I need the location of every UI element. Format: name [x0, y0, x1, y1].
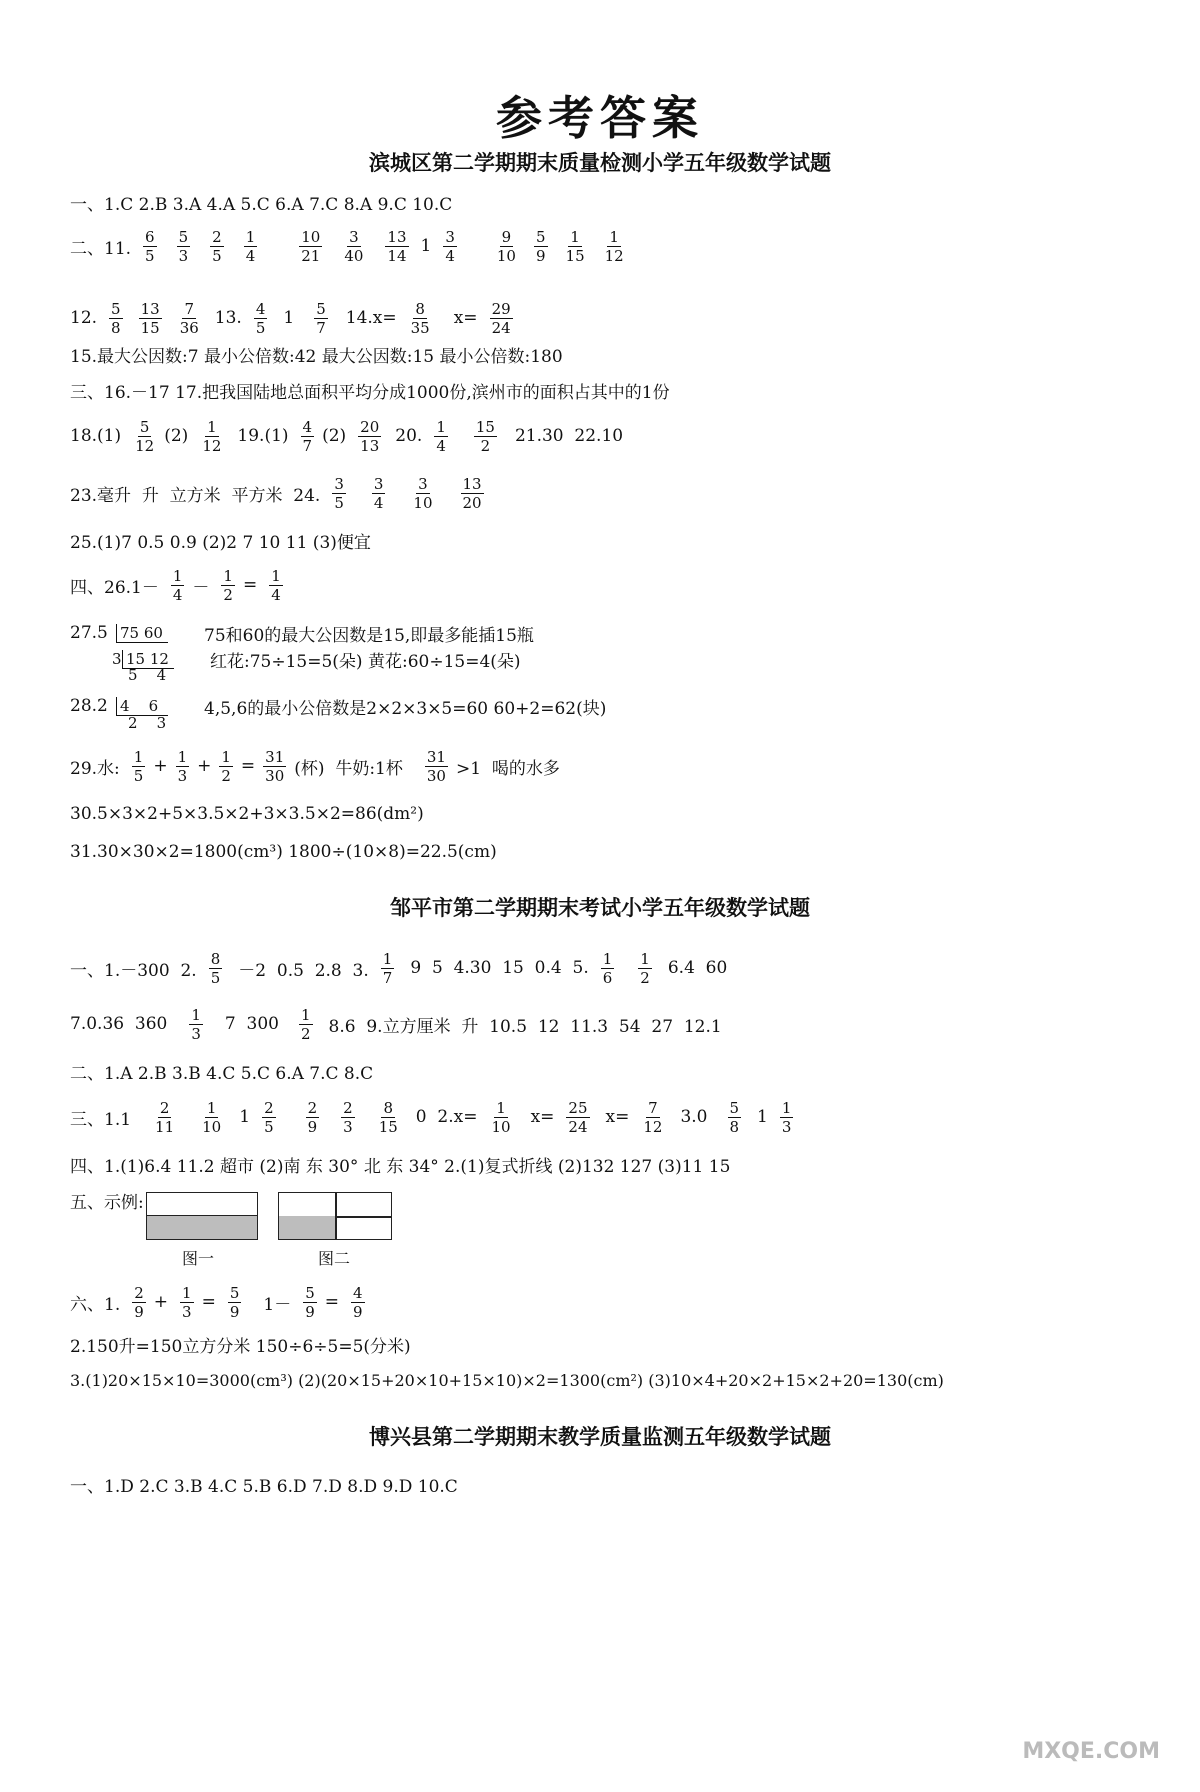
answer-line — [70, 406, 1150, 466]
denominator: 5 — [212, 246, 222, 265]
operator: + — [153, 756, 168, 776]
fraction — [180, 1284, 194, 1321]
fraction — [143, 228, 157, 265]
denominator: 12 — [643, 1117, 663, 1136]
denominator: 10 — [202, 1117, 222, 1136]
numerator: 2 — [159, 1098, 170, 1117]
answer-text: 2.150升=150立方分米 150÷6÷5=5(分米) — [70, 1336, 411, 1357]
fraction — [385, 228, 408, 265]
answer-text: 一、1.C 2.B 3.A 4.A 5.C 6.A 7.C 8.A 9.C 10.C — [70, 194, 453, 215]
fraction — [153, 1099, 176, 1136]
denominator: 12 — [202, 436, 222, 455]
denominator: 40 — [344, 246, 364, 265]
fraction — [638, 950, 652, 987]
denominator: 24 — [568, 1117, 588, 1136]
answer-text: 28.2 — [70, 696, 108, 716]
answer-text: 30.5×3×2+5×3.5×2+3×3.5×2=86(dm²) — [70, 804, 424, 824]
answer-text: 五、示例: — [70, 1192, 144, 1213]
numerator: 1 — [172, 566, 183, 585]
answer-text: 三、1.1 — [70, 1109, 132, 1130]
answer-text: 14.x= — [345, 308, 397, 328]
numerator: 1 — [781, 1098, 792, 1117]
answer-line — [70, 1055, 1150, 1087]
answer-line — [70, 1468, 1150, 1500]
denominator: 2 — [300, 1024, 311, 1043]
fraction — [132, 748, 146, 785]
answer-line — [70, 1364, 1150, 1396]
numerator: 20 — [360, 417, 380, 436]
fraction — [299, 1006, 313, 1043]
fraction — [601, 950, 615, 987]
numerator: 5 — [316, 299, 326, 318]
fraction — [342, 228, 365, 265]
numerator: 1 — [602, 949, 613, 968]
numerator: 4 — [255, 299, 266, 318]
numerator: 7 — [648, 1098, 658, 1117]
answer-text: = — [324, 1292, 339, 1312]
fraction — [341, 1099, 355, 1136]
answer-text: － — [192, 577, 210, 598]
answer-text: 1 — [283, 308, 295, 328]
numerator: 1 — [133, 747, 144, 766]
numerator: 2 — [264, 1098, 274, 1117]
answer-text: 12. — [70, 308, 98, 328]
fraction — [209, 950, 223, 987]
answer-text: 23.毫升 升 立方米 平方米 24. — [70, 485, 321, 506]
denominator: 5 — [145, 246, 155, 265]
answer-line-28b — [128, 712, 1200, 734]
numerator: 5 — [139, 417, 150, 436]
denominator: 4 — [436, 436, 446, 455]
answer-text: 19.(1) — [237, 426, 289, 446]
fraction — [176, 748, 190, 785]
shaded-area — [279, 1216, 335, 1239]
answer-text: 0 2.x= — [415, 1107, 478, 1127]
answer-text: 7.0.36 360 — [70, 1014, 168, 1034]
fraction — [269, 567, 283, 604]
numerator: 15 — [475, 417, 495, 436]
answer-line — [70, 186, 1150, 218]
fraction — [411, 475, 434, 512]
denominator: 4 — [172, 585, 183, 604]
numerator: 29 — [491, 299, 511, 318]
page-title: 参考答案 — [496, 91, 704, 145]
fraction — [262, 1099, 276, 1136]
answer-line-27c — [128, 664, 1200, 686]
division-row: 4 6 — [116, 697, 168, 716]
denominator: 24 — [491, 318, 511, 337]
numerator: 1 — [300, 1005, 311, 1024]
denominator: 5 — [334, 493, 344, 512]
fraction — [332, 475, 346, 512]
denominator: 14 — [387, 246, 407, 265]
numerator: 1 — [206, 1098, 217, 1117]
fraction — [210, 228, 224, 265]
denominator: 15 — [378, 1117, 398, 1136]
numerator: 31 — [265, 747, 285, 766]
denominator: 7 — [316, 318, 326, 337]
answer-line — [70, 798, 1150, 830]
numerator: 7 — [184, 299, 194, 318]
answer-line — [70, 1148, 1150, 1180]
denominator: 5 — [133, 766, 144, 785]
numerator: 25 — [568, 1098, 588, 1117]
denominator: 2 — [640, 968, 650, 987]
answer-text: 3.0 — [680, 1107, 708, 1127]
fraction — [177, 228, 191, 265]
answer-text: 4,5,6的最小公倍数是2×2×3×5=60 60+2=62(块) — [204, 698, 607, 719]
denominator: 36 — [179, 318, 199, 337]
fraction — [139, 300, 162, 337]
operator: = — [240, 756, 256, 776]
fraction — [303, 1284, 317, 1321]
answer-line — [70, 374, 1150, 406]
denominator: 9 — [229, 1302, 240, 1321]
numerator: 2 — [212, 227, 222, 246]
division-row: 5 4 — [128, 666, 167, 684]
numerator: 1 — [640, 949, 650, 968]
numerator: 1 — [207, 417, 217, 436]
denominator: 3 — [177, 766, 188, 785]
answer-text: x= — [453, 308, 478, 328]
numerator: 13 — [387, 227, 407, 246]
fraction — [534, 228, 548, 265]
answer-text: 20. — [395, 426, 423, 446]
answer-text: 15.最大公因数:7 最小公倍数:42 最大公因数:15 最小公倍数:180 — [70, 346, 563, 367]
answer-text: 8.6 9.立方厘米 升 10.5 12 11.3 54 27 12.1 — [328, 1016, 722, 1037]
section-title-3: 博兴县第二学期期末教学质量监测五年级数学试题 — [369, 1425, 831, 1449]
answer-text: 7 300 — [224, 1014, 279, 1034]
numerator: 1 — [570, 227, 580, 246]
numerator: 6 — [145, 227, 155, 246]
numerator: 1 — [436, 417, 446, 436]
numerator: 1 — [245, 227, 256, 246]
numerator: 3 — [334, 474, 344, 493]
numerator: 1 — [221, 747, 231, 766]
numerator: 13 — [140, 299, 160, 318]
fraction — [314, 300, 328, 337]
fraction — [178, 300, 201, 337]
fraction — [474, 418, 497, 455]
fraction — [221, 567, 235, 604]
fraction — [495, 228, 518, 265]
numerator: 4 — [353, 1283, 363, 1302]
denominator: 11 — [155, 1117, 175, 1136]
operator: + — [197, 756, 212, 776]
figure-one — [146, 1192, 258, 1240]
answer-text: (杯) 牛奶:1杯 — [294, 758, 403, 779]
denominator: 30 — [426, 766, 446, 785]
numerator: 3 — [418, 474, 428, 493]
answer-line — [70, 555, 1150, 615]
numerator: 9 — [501, 227, 512, 246]
answer-text: x= — [605, 1107, 630, 1127]
fraction — [489, 1099, 512, 1136]
numerator: 2 — [307, 1098, 318, 1117]
fraction — [564, 228, 587, 265]
answer-line — [70, 463, 1150, 523]
fraction — [461, 475, 484, 512]
answer-text: 1 — [757, 1107, 768, 1127]
denominator: 9 — [305, 1302, 315, 1321]
fraction — [301, 418, 315, 455]
fraction — [299, 228, 322, 265]
answer-text: 27.5 — [70, 623, 108, 643]
numerator: 1 — [496, 1098, 506, 1117]
denominator: 2 — [480, 436, 491, 455]
answer-text: >1 喝的水多 — [455, 758, 560, 779]
denominator: 4 — [245, 246, 256, 265]
answer-line — [70, 1328, 1150, 1360]
answer-text: 1 — [239, 1107, 251, 1127]
denominator: 13 — [360, 436, 380, 455]
fraction — [377, 1099, 400, 1136]
fraction — [443, 228, 457, 265]
numerator: 1 — [177, 747, 188, 766]
numerator: 1 — [271, 566, 281, 585]
numerator: 1 — [182, 1283, 192, 1302]
denominator: 15 — [140, 318, 160, 337]
denominator: 12 — [135, 436, 155, 455]
fraction — [189, 1006, 203, 1043]
answer-line — [70, 524, 1150, 556]
fraction — [133, 418, 156, 455]
denominator: 4 — [271, 585, 281, 604]
numerator: 10 — [301, 227, 321, 246]
denominator: 12 — [604, 246, 624, 265]
denominator: 3 — [343, 1117, 353, 1136]
denominator: 2 — [221, 766, 231, 785]
answer-text: 13. — [214, 308, 242, 328]
denominator: 2 — [223, 585, 233, 604]
fraction — [351, 1284, 365, 1321]
division-row: 2 3 — [128, 714, 167, 732]
denominator: 10 — [413, 493, 433, 512]
denominator: 10 — [491, 1117, 511, 1136]
fraction — [200, 1099, 223, 1136]
numerator: 2 — [343, 1098, 353, 1117]
answer-text: 二、11. — [70, 238, 132, 259]
answer-text: 6.4 60 — [667, 958, 728, 978]
answer-text: 1－ — [263, 1294, 292, 1315]
fraction — [780, 1099, 794, 1136]
numerator: 5 — [111, 299, 121, 318]
numerator: 1 — [609, 227, 619, 246]
answer-text: 二、1.A 2.B 3.B 4.C 5.C 6.A 7.C 8.C — [70, 1063, 374, 1084]
answer-text: 一、1.D 2.C 3.B 4.C 5.B 6.D 7.D 8.D 9.D 10.C — [70, 1476, 458, 1497]
fraction — [566, 1099, 589, 1136]
fraction — [254, 300, 268, 337]
fraction — [728, 1099, 742, 1136]
answer-line — [70, 1272, 1150, 1332]
denominator: 15 — [565, 246, 585, 265]
fraction — [490, 300, 513, 337]
denominator: 10 — [496, 246, 516, 265]
denominator: 8 — [111, 318, 121, 337]
fraction — [171, 567, 185, 604]
numerator: 3 — [349, 227, 359, 246]
numerator: 8 — [383, 1098, 394, 1117]
denominator: 21 — [301, 246, 321, 265]
division-row: 75 60 — [116, 624, 168, 643]
denominator: 5 — [264, 1117, 274, 1136]
denominator: 4 — [445, 246, 455, 265]
numerator: 31 — [426, 747, 446, 766]
answer-line — [70, 736, 1150, 796]
answer-text: 一、1.－300 2. — [70, 960, 197, 981]
numerator: 8 — [210, 949, 221, 968]
watermark: MXQE.COM — [1022, 1739, 1160, 1764]
answer-text: 三、16.－17 17.把我国陆地总面积平均分成1000份,滨州市的面积占其中的1份 — [70, 382, 670, 403]
fraction — [306, 1099, 320, 1136]
numerator: 1 — [191, 1005, 201, 1024]
fraction — [228, 1284, 242, 1321]
answer-text: －2 0.5 2.8 3. — [238, 960, 369, 981]
fraction — [263, 748, 286, 785]
denominator: 6 — [602, 968, 613, 987]
answer-text: (2) — [322, 426, 347, 446]
numerator: 5 — [729, 1098, 740, 1117]
numerator: 1 — [382, 949, 393, 968]
fraction — [603, 228, 626, 265]
answer-text: (2) — [164, 426, 189, 446]
denominator: 5 — [255, 318, 266, 337]
numerator: 3 — [373, 474, 384, 493]
answer-text: = — [242, 575, 258, 595]
fraction — [641, 1099, 664, 1136]
numerator: 5 — [178, 227, 189, 246]
numerator: 8 — [415, 299, 425, 318]
answer-text: x= — [530, 1107, 555, 1127]
answer-line — [70, 1087, 1150, 1147]
section-title-1: 滨城区第二学期期末质量检测小学五年级数学试题 — [369, 151, 831, 175]
answer-line — [70, 938, 1150, 998]
numerator: 5 — [305, 1283, 315, 1302]
numerator: 1 — [223, 566, 233, 585]
division-row: 15 12 — [122, 650, 174, 669]
fraction — [425, 748, 448, 785]
shaded-area — [147, 1215, 257, 1239]
answer-text: 1 — [420, 236, 432, 256]
answer-text: 四、1.(1)6.4 11.2 超市 (2)南 东 30° 北 东 34° 2.(1)复式折线 (2)132 127 (3)11 15 — [70, 1156, 731, 1177]
denominator: 20 — [462, 493, 482, 512]
denominator: 9 — [535, 246, 546, 265]
fraction — [372, 475, 386, 512]
denominator: 7 — [382, 968, 393, 987]
denominator: 3 — [182, 1302, 192, 1321]
figure-two — [278, 1192, 392, 1240]
figure-two-label: 图二 — [318, 1249, 351, 1268]
answer-text: 29.水: — [70, 758, 120, 779]
denominator: 5 — [210, 968, 221, 987]
fraction — [219, 748, 233, 785]
denominator: 3 — [178, 246, 189, 265]
numerator: 3 — [445, 227, 455, 246]
answer-text: 四、26.1－ — [70, 577, 159, 598]
denominator: 9 — [134, 1302, 144, 1321]
denominator: 9 — [307, 1117, 318, 1136]
fraction — [409, 300, 432, 337]
answer-text: 21.30 22.10 — [514, 426, 624, 446]
numerator: 13 — [462, 474, 482, 493]
fraction — [358, 418, 381, 455]
answer-text: 红花:75÷15=5(朵) 黄花:60÷15=4(朵) — [210, 651, 521, 672]
denominator: 7 — [302, 436, 313, 455]
denominator: 3 — [781, 1117, 792, 1136]
fraction — [381, 950, 395, 987]
answer-text: 18.(1) — [70, 426, 122, 446]
numerator: 4 — [302, 417, 313, 436]
division-row: 3 — [112, 650, 122, 668]
answer-text: = — [201, 1292, 216, 1312]
answer-text: 25.(1)7 0.5 0.9 (2)2 7 10 11 (3)便宜 — [70, 532, 371, 553]
answer-line — [70, 994, 1150, 1054]
answer-line — [70, 836, 1150, 868]
figure-one-label: 图一 — [182, 1249, 215, 1268]
fraction — [109, 300, 123, 337]
answer-text: 六、1. — [70, 1294, 121, 1315]
denominator: 9 — [353, 1302, 363, 1321]
numerator: 5 — [535, 227, 546, 246]
fraction — [434, 418, 448, 455]
section-title-2: 邹平市第二学期期末考试小学五年级数学试题 — [390, 896, 810, 920]
denominator: 3 — [191, 1024, 201, 1043]
answer-line — [70, 216, 1150, 276]
answer-text: + — [153, 1292, 169, 1312]
answer-text: 75和60的最大公因数是15,即最多能插15瓶 — [204, 625, 534, 646]
answer-line — [70, 338, 1150, 370]
denominator: 30 — [265, 766, 285, 785]
numerator: 2 — [134, 1283, 144, 1302]
answer-text: 31.30×30×2=1800(cm³) 1800÷(10×8)=22.5(cm) — [70, 842, 497, 862]
fraction — [200, 418, 223, 455]
answer-text: 9 5 4.30 15 0.4 5. — [410, 958, 589, 978]
denominator: 8 — [729, 1117, 740, 1136]
fraction — [244, 228, 258, 265]
fraction — [132, 1284, 146, 1321]
denominator: 35 — [410, 318, 430, 337]
denominator: 4 — [373, 493, 384, 512]
answer-text: 3.(1)20×15×10=3000(cm³) (2)(20×15+20×10+15×10)×2=1300(cm²) (3)10×4+20×2+15×2+20=130(cm) — [70, 1370, 944, 1390]
numerator: 5 — [229, 1283, 240, 1302]
